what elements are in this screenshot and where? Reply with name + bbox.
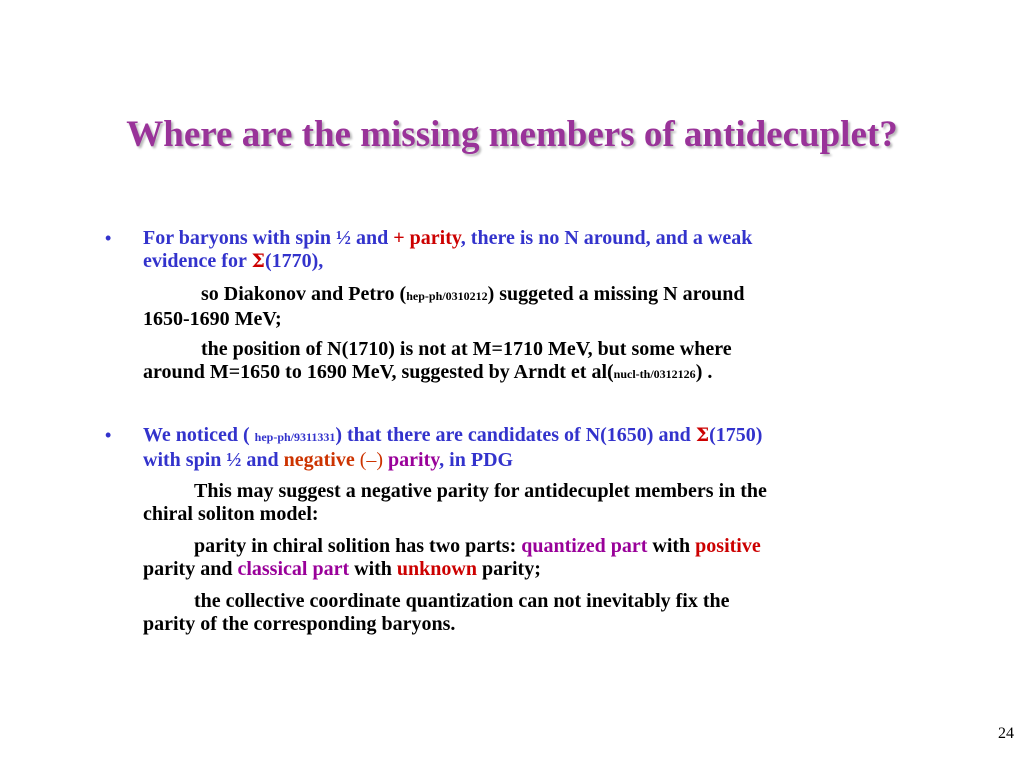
paragraph-n1710: the position of N(1710) is not at M=1710 MeV, but some where around M=1650 to 1690 MeV, suggested by Arndt et al(nucl-th/0312126) . [143,338,732,383]
quantized-part: quantized part [521,535,648,557]
reference: hep-ph/0310212 [406,289,488,303]
unknown-word: unknown [396,558,477,580]
paragraph-suggest: This may suggest a negative parity for antidecuplet members in the chiral soliton model: [143,480,767,525]
sigma-symbol: Σ [251,250,265,272]
bullet-1-line-1: For baryons with spin ½ and + parity, there is no N around, and a weak [143,227,753,249]
bullet-1 [105,227,953,273]
positive-word: positive [695,535,761,557]
bullet-2-line-1: We noticed ( hep-ph/9311331) that there are candidates of N(1650) and Σ(1750) [143,424,763,446]
paragraph-diakonov: so Diakonov and Petro (hep-ph/0310212) suggeted a missing N around 1650-1690 MeV; [143,283,745,330]
classical-part: classical part [237,558,350,580]
reference: nucl-th/0312126 [613,367,696,381]
bullet-marker: • [105,425,112,445]
parity-word: parity [404,227,461,249]
plus-sign: + [393,227,405,249]
paragraph-parity-parts: parity in chiral solition has two parts: quantized part with positive parity and classical part with unknown parity; [143,535,761,580]
slide-title: Where are the missing members of antidecuplet? [126,114,898,155]
parity-word: parity [383,449,440,471]
reference: hep-ph/9311331 [254,430,336,444]
paragraph-collective: the collective coordinate quantization can not inevitably fix the parity of the corresponding baryons. [143,590,730,635]
bullet-2-line-2: with spin ½ and negative (–) parity, in PDG [143,449,514,471]
bullet-2 [105,424,953,472]
negative-word: negative [283,449,355,471]
minus-sign: (–) [354,449,384,471]
sigma-symbol: Σ [695,424,710,446]
bullet-marker: • [105,228,112,248]
bullet-1-line-2: evidence for Σ(1770), [143,250,324,272]
page-number: 24 [998,725,1014,742]
